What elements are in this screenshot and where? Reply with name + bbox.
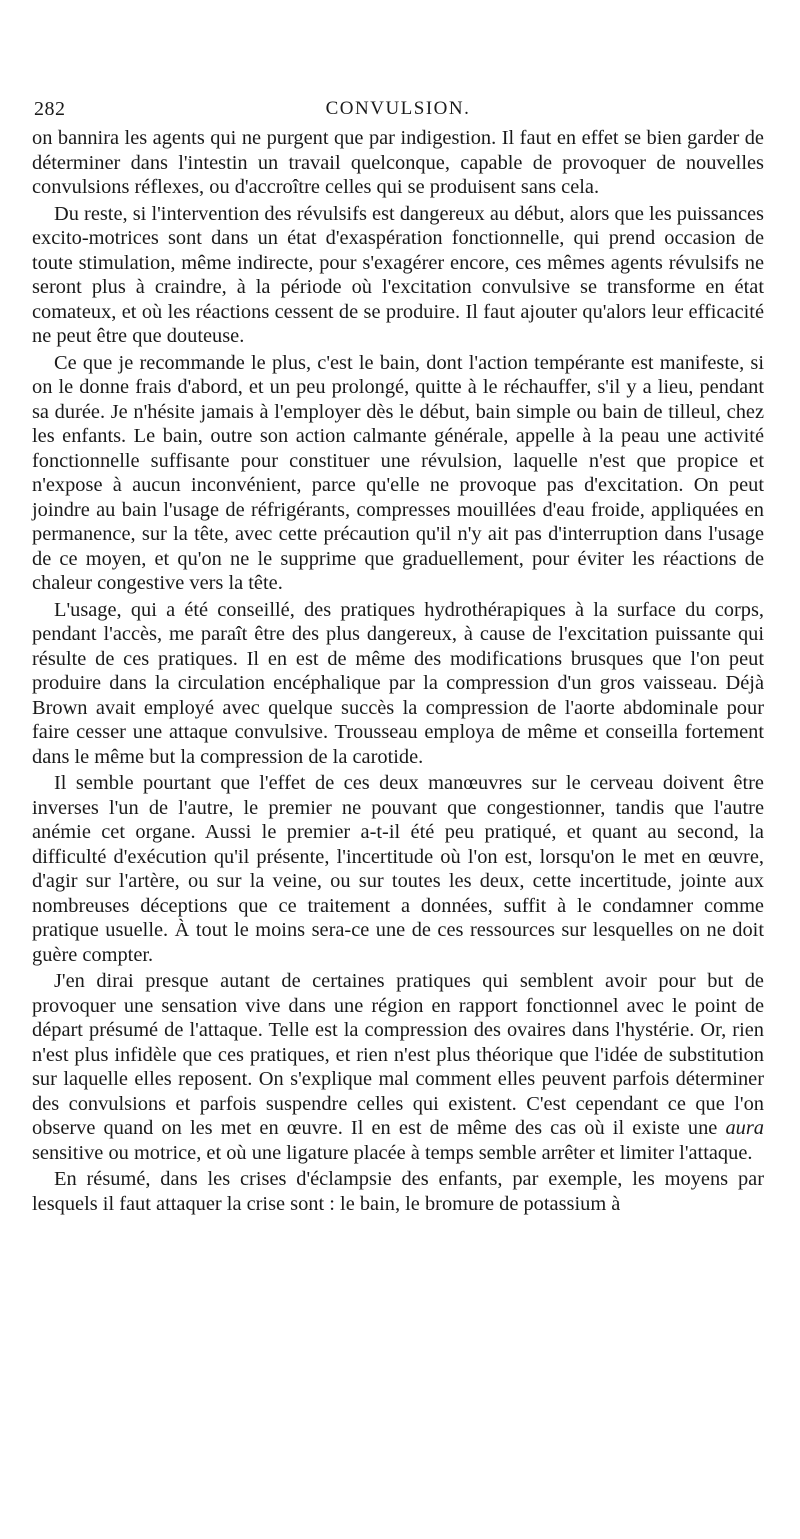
paragraph-5: Il semble pourtant que l'effet de ces deux manœuvres sur le cerveau doivent être inverses l'un de l'autre, le premier ne pouvant que congestionner, tandis que l'autre anémie cet organe. Aussi le premier a-t-il été peu pratiqué, et quant au second, la difficulté d'exécution qu'il présente, l'incertitude où l'on est, lorsqu'on le met en œuvre, d'agir sur l'artère, ou sur la veine, ou sur toutes les deux, cette incertitude, jointe aux nombreuses déceptions que ce traitement a données, suffit à le condamner comme pratique usuelle. À tout le moins sera-ce une de ces ressources sur lesquelles on ne doit guère compter. xyxy=(32,772,764,966)
document-page xyxy=(32,92,764,1216)
paragraph-2: Du reste, si l'intervention des révulsifs est dangereux au début, alors que les puissances excito-motrices sont dans un état d'exaspération fonctionnelle, qui prend occasion de toute stimulation, même indirecte, pour s'exagérer encore, ces mêmes agents révulsifs ne seront plus à craindre, à la période où l'excitation convulsive se transforme en état comateux, et où les réactions cessent de se produire. Il faut ajouter qu'alors leur efficacité ne peut être que douteuse. xyxy=(32,202,764,347)
page-number: 282 xyxy=(34,98,66,120)
paragraph-6-after: sensitive ou motrice, et où une ligature placée à temps semble arrêter et limiter l'attaque. xyxy=(32,1141,753,1164)
paragraph-6 xyxy=(32,969,764,1165)
page-header xyxy=(32,92,764,126)
aura-emphasis: aura xyxy=(725,1117,764,1139)
running-title: CONVULSION. xyxy=(325,98,471,119)
paragraph-4: L'usage, qui a été conseillé, des pratiques hydrothérapiques à la surface du corps, pendant l'accès, me paraît être des plus dangereux, à cause de l'excitation puissante qui résulte de ces pratiques. Il en est de même des modifications brusques que l'on peut produire dans la circulation encéphalique par la compression d'un gros vaisseau. Déjà Brown avait employé avec quelque succès la compression de l'aorte abdominale pour faire cesser une attaque convulsive. Trousseau employa de même et conseilla fortement dans le même but la compression de la carotide. xyxy=(32,598,764,768)
paragraph-1: on bannira les agents qui ne purgent que par indigestion. Il faut en effet se bien garder de déterminer dans l'intestin un travail quelconque, capable de provoquer de nouvelles convulsions réflexes, ou d'accroître celles qui se produisent sans cela. xyxy=(32,127,764,198)
paragraph-7: En résumé, dans les crises d'éclampsie des enfants, par exemple, les moyens par lesquels il faut attaquer la crise sont : le bain, le bromure de potassium à xyxy=(32,1168,764,1215)
paragraph-3: Ce que je recommande le plus, c'est le bain, dont l'action tempérante est manifeste, si on le donne frais d'abord, et un peu prolongé, quitte à le réchauffer, s'il y a lieu, pendant sa durée. Je n'hésite jamais à l'employer dès le début, bain simple ou bain de tilleul, chez les enfants. Le bain, outre son action calmante générale, appelle à la peau une activité fonctionnelle suffisante pour constituer une révulsion, laquelle n'est que propice et n'expose à aucun inconvénient, parce qu'elle ne provoque pas d'excitation. On peut joindre au bain l'usage de réfrigérants, compresses mouillées d'eau froide, appliquées en permanence, sur la tête, avec cette précaution qu'il n'y ait pas d'interruption dans l'usage de ce moyen, et qu'on ne le supprime que graduellement, pour éviter les réactions de chaleur congestive vers la tête. xyxy=(32,351,764,594)
body-text xyxy=(32,126,764,1216)
paragraph-6-before: J'en dirai presque autant de certaines pratiques qui semblent avoir pour but de provoquer une sensation vive dans une région en rapport fonctionnel avec le point de départ présumé de l'attaque. Telle est la compression des ovaires dans l'hystérie. Or, rien n'est plus infidèle que ces pratiques, et rien n'est plus théorique que l'idée de substitution sur laquelle elles reposent. On s'explique mal comment elles peuvent parfois déterminer des convulsions et parfois suspendre celles qui existent. C'est cependant ce que l'on observe quand on les met en œuvre. Il en est de même des cas où il existe une xyxy=(32,970,764,1139)
